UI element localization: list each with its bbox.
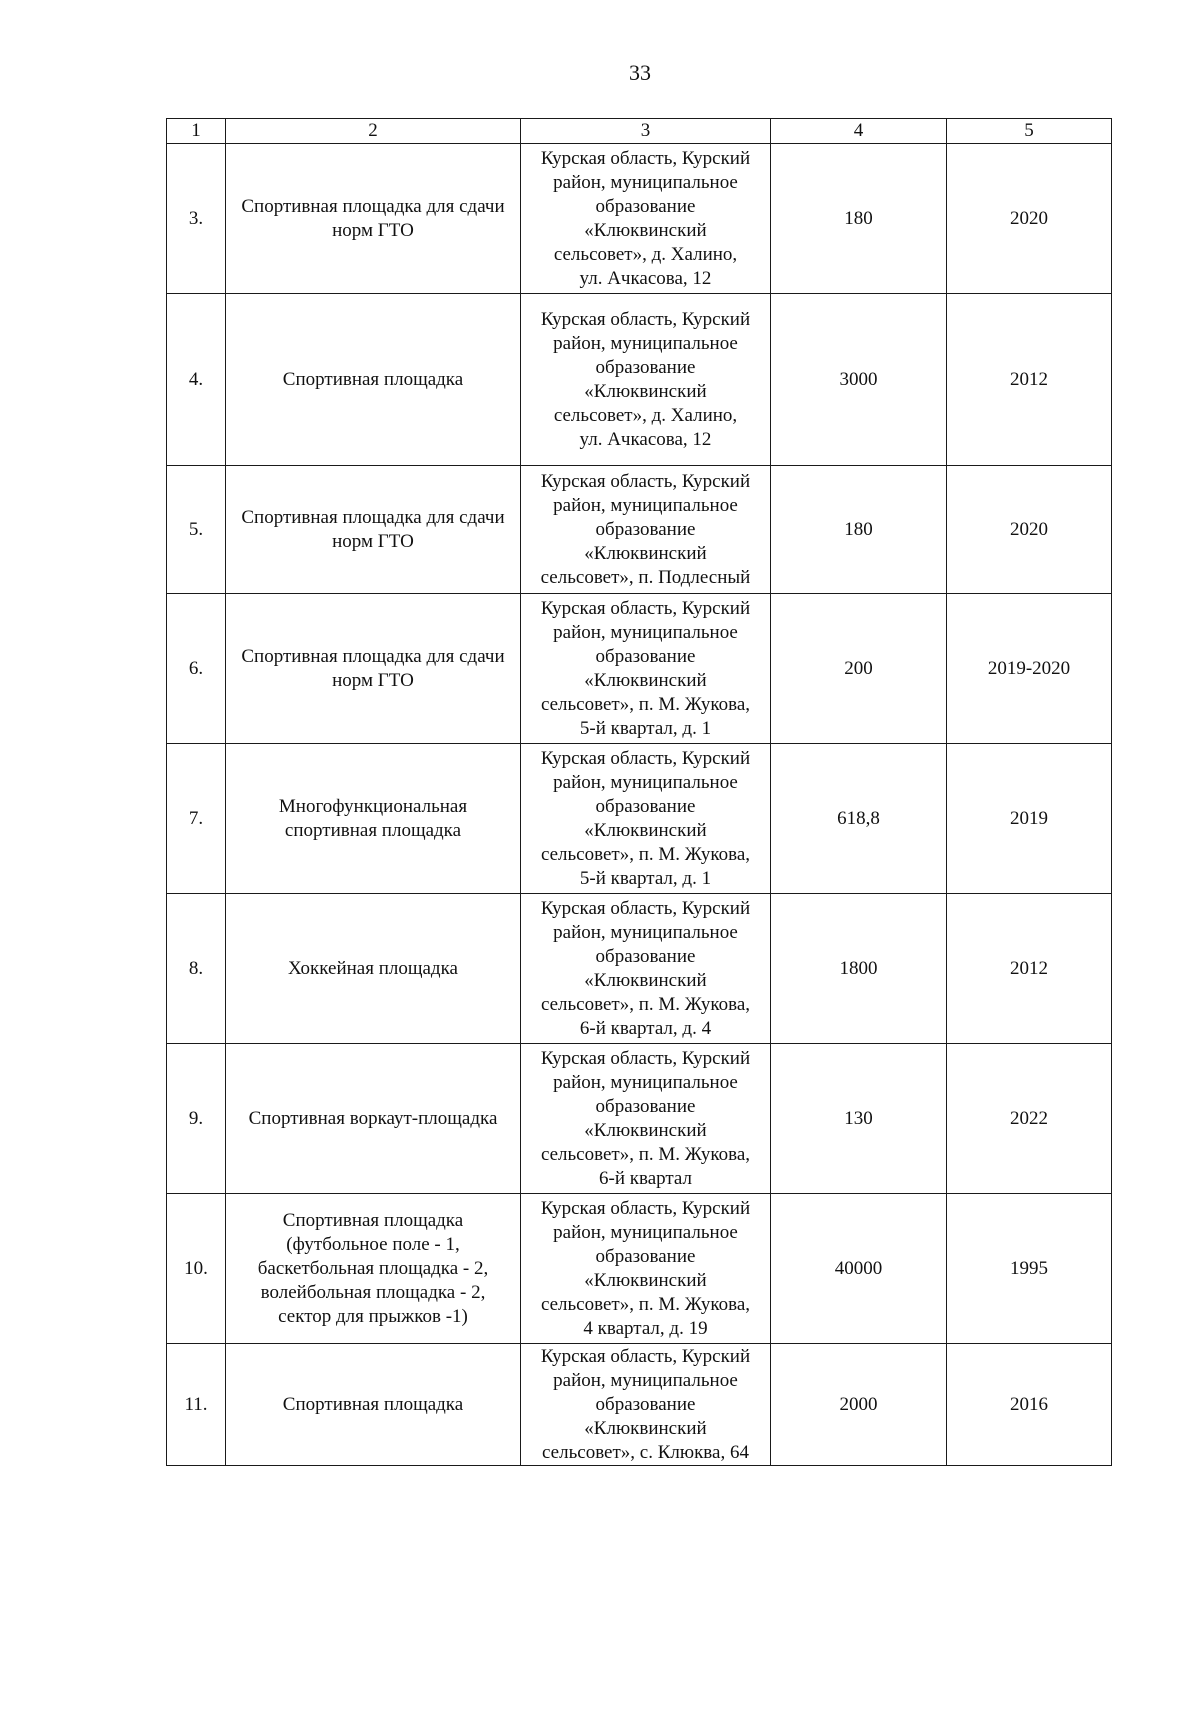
year-cell: 2020 [947, 466, 1112, 594]
address-line: 5-й квартал, д. 1 [579, 867, 712, 889]
row-number-cell: 4. [167, 294, 226, 466]
area-cell: 618,8 [771, 744, 947, 894]
address-line: 4 квартал, д. 19 [583, 1317, 708, 1339]
address-line: «Клюквинский [584, 380, 707, 402]
year-cell: 1995 [947, 1194, 1112, 1344]
address-line: образование [595, 795, 696, 817]
column-header-4: 4 [771, 119, 947, 144]
year-cell: 2012 [947, 894, 1112, 1044]
facility-name-cell: Спортивная площадка для сдачи норм ГТО [226, 144, 521, 294]
address-line: образование [595, 1095, 696, 1117]
facility-name-cell: Многофункциональная спортивная площадка [226, 744, 521, 894]
address-line: сельсовет», п. М. Жукова, [540, 693, 751, 715]
facility-name-cell: Спортивная площадка для сдачи норм ГТО [226, 594, 521, 744]
facility-name-cell: Спортивная площадка [226, 1344, 521, 1466]
table-row [167, 1194, 1112, 1344]
table-row [167, 594, 1112, 744]
area-cell: 200 [771, 594, 947, 744]
address-line: район, муниципальное [553, 921, 738, 943]
facility-name-cell: Спортивная площадка для сдачи норм ГТО [226, 466, 521, 594]
address-line: Курская область, Курский [540, 897, 751, 919]
year-cell: 2012 [947, 294, 1112, 466]
address-line: сельсовет», п. М. Жукова, [540, 1143, 751, 1165]
address-line: «Клюквинский [584, 969, 707, 991]
address-line: «Клюквинский [584, 219, 707, 241]
facility-name-cell: Хоккейная площадка [226, 894, 521, 1044]
facility-name-line: волейбольная площадка - 2, [260, 1281, 486, 1303]
address-line: район, муниципальное [553, 771, 738, 793]
facility-name-cell: Спортивная воркаут-площадка [226, 1044, 521, 1194]
address-line: Курская область, Курский [540, 1197, 751, 1219]
address-line: 5-й квартал, д. 1 [579, 717, 712, 739]
address-line: «Клюквинский [584, 1417, 707, 1439]
address-line: сельсовет», п. Подлесный [540, 566, 751, 588]
address-cell [521, 1194, 771, 1344]
row-number-cell: 11. [167, 1344, 226, 1466]
address-line: Курская область, Курский [540, 147, 751, 169]
address-line: район, муниципальное [553, 1369, 738, 1391]
row-number-cell: 8. [167, 894, 226, 1044]
address-line: образование [595, 356, 696, 378]
address-line: 6-й квартал [599, 1167, 692, 1189]
facility-name-line: (футбольное поле - 1, [286, 1233, 460, 1255]
address-line: район, муниципальное [553, 332, 738, 354]
address-line: ул. Ачкасова, 12 [579, 428, 712, 450]
address-line: Курская область, Курский [540, 747, 751, 769]
address-line: Курская область, Курский [540, 597, 751, 619]
year-cell: 2022 [947, 1044, 1112, 1194]
address-line: сельсовет», п. М. Жукова, [540, 843, 751, 865]
address-line: сельсовет», п. М. Жукова, [540, 993, 751, 1015]
area-cell: 3000 [771, 294, 947, 466]
row-number-cell: 9. [167, 1044, 226, 1194]
address-cell [521, 1344, 771, 1466]
table-row [167, 466, 1112, 594]
address-cell [521, 894, 771, 1044]
table-row [167, 294, 1112, 466]
column-header-2: 2 [226, 119, 521, 144]
header-row [167, 119, 1112, 144]
facility-name-line: баскетбольная площадка - 2, [257, 1257, 489, 1279]
address-line: «Клюквинский [584, 542, 707, 564]
address-line: образование [595, 1245, 696, 1267]
area-cell: 180 [771, 466, 947, 594]
address-line: Курская область, Курский [540, 1345, 751, 1367]
address-line: район, муниципальное [553, 171, 738, 193]
table-row [167, 1344, 1112, 1466]
address-line: образование [595, 195, 696, 217]
page-number: 33 [629, 60, 651, 85]
address-line: 6-й квартал, д. 4 [579, 1017, 712, 1039]
address-line: сельсовет», п. М. Жукова, [540, 1293, 751, 1315]
facility-name-cell: Спортивная площадка [226, 294, 521, 466]
year-cell: 2019-2020 [947, 594, 1112, 744]
row-number-cell: 3. [167, 144, 226, 294]
address-line: «Клюквинский [584, 669, 707, 691]
address-line: сельсовет», д. Халино, [553, 404, 738, 426]
address-cell [521, 144, 771, 294]
facility-name-line: Спортивная площадка [282, 1209, 464, 1231]
address-line: «Клюквинский [584, 1269, 707, 1291]
year-cell: 2020 [947, 144, 1112, 294]
address-line: сельсовет», д. Халино, [553, 243, 738, 265]
address-line: ул. Ачкасова, 12 [579, 267, 712, 289]
address-line: район, муниципальное [553, 621, 738, 643]
address-line: район, муниципальное [553, 494, 738, 516]
table-body [167, 144, 1112, 1466]
area-cell: 1800 [771, 894, 947, 1044]
table-row [167, 144, 1112, 294]
row-number-cell: 10. [167, 1194, 226, 1344]
table-row [167, 744, 1112, 894]
row-number-cell: 7. [167, 744, 226, 894]
table-row [167, 894, 1112, 1044]
address-line: образование [595, 945, 696, 967]
address-line: «Клюквинский [584, 1119, 707, 1141]
column-header-5: 5 [947, 119, 1112, 144]
table-header [167, 119, 1112, 144]
column-header-3: 3 [521, 119, 771, 144]
address-cell [521, 744, 771, 894]
address-line: сельсовет», с. Клюква, 64 [542, 1441, 749, 1463]
area-cell: 180 [771, 144, 947, 294]
address-line: «Клюквинский [584, 819, 707, 841]
area-cell: 130 [771, 1044, 947, 1194]
address-line: район, муниципальное [553, 1221, 738, 1243]
year-cell: 2016 [947, 1344, 1112, 1466]
address-line: Курская область, Курский [540, 470, 751, 492]
address-cell [521, 594, 771, 744]
column-header-1: 1 [167, 119, 226, 144]
table-row [167, 1044, 1112, 1194]
year-cell: 2019 [947, 744, 1112, 894]
address-line: образование [595, 645, 696, 667]
row-number-cell: 6. [167, 594, 226, 744]
address-line: Курская область, Курский [540, 308, 751, 330]
area-cell: 40000 [771, 1194, 947, 1344]
row-number-cell: 5. [167, 466, 226, 594]
address-line: район, муниципальное [553, 1071, 738, 1093]
facility-name-cell [226, 1194, 521, 1344]
address-cell [521, 294, 771, 466]
facilities-table [166, 118, 1112, 1466]
facility-name-line: сектор для прыжков -1) [278, 1305, 468, 1327]
address-cell [521, 466, 771, 594]
address-line: образование [595, 518, 696, 540]
address-line: образование [595, 1393, 696, 1415]
address-line: Курская область, Курский [540, 1047, 751, 1069]
area-cell: 2000 [771, 1344, 947, 1466]
address-cell [521, 1044, 771, 1194]
